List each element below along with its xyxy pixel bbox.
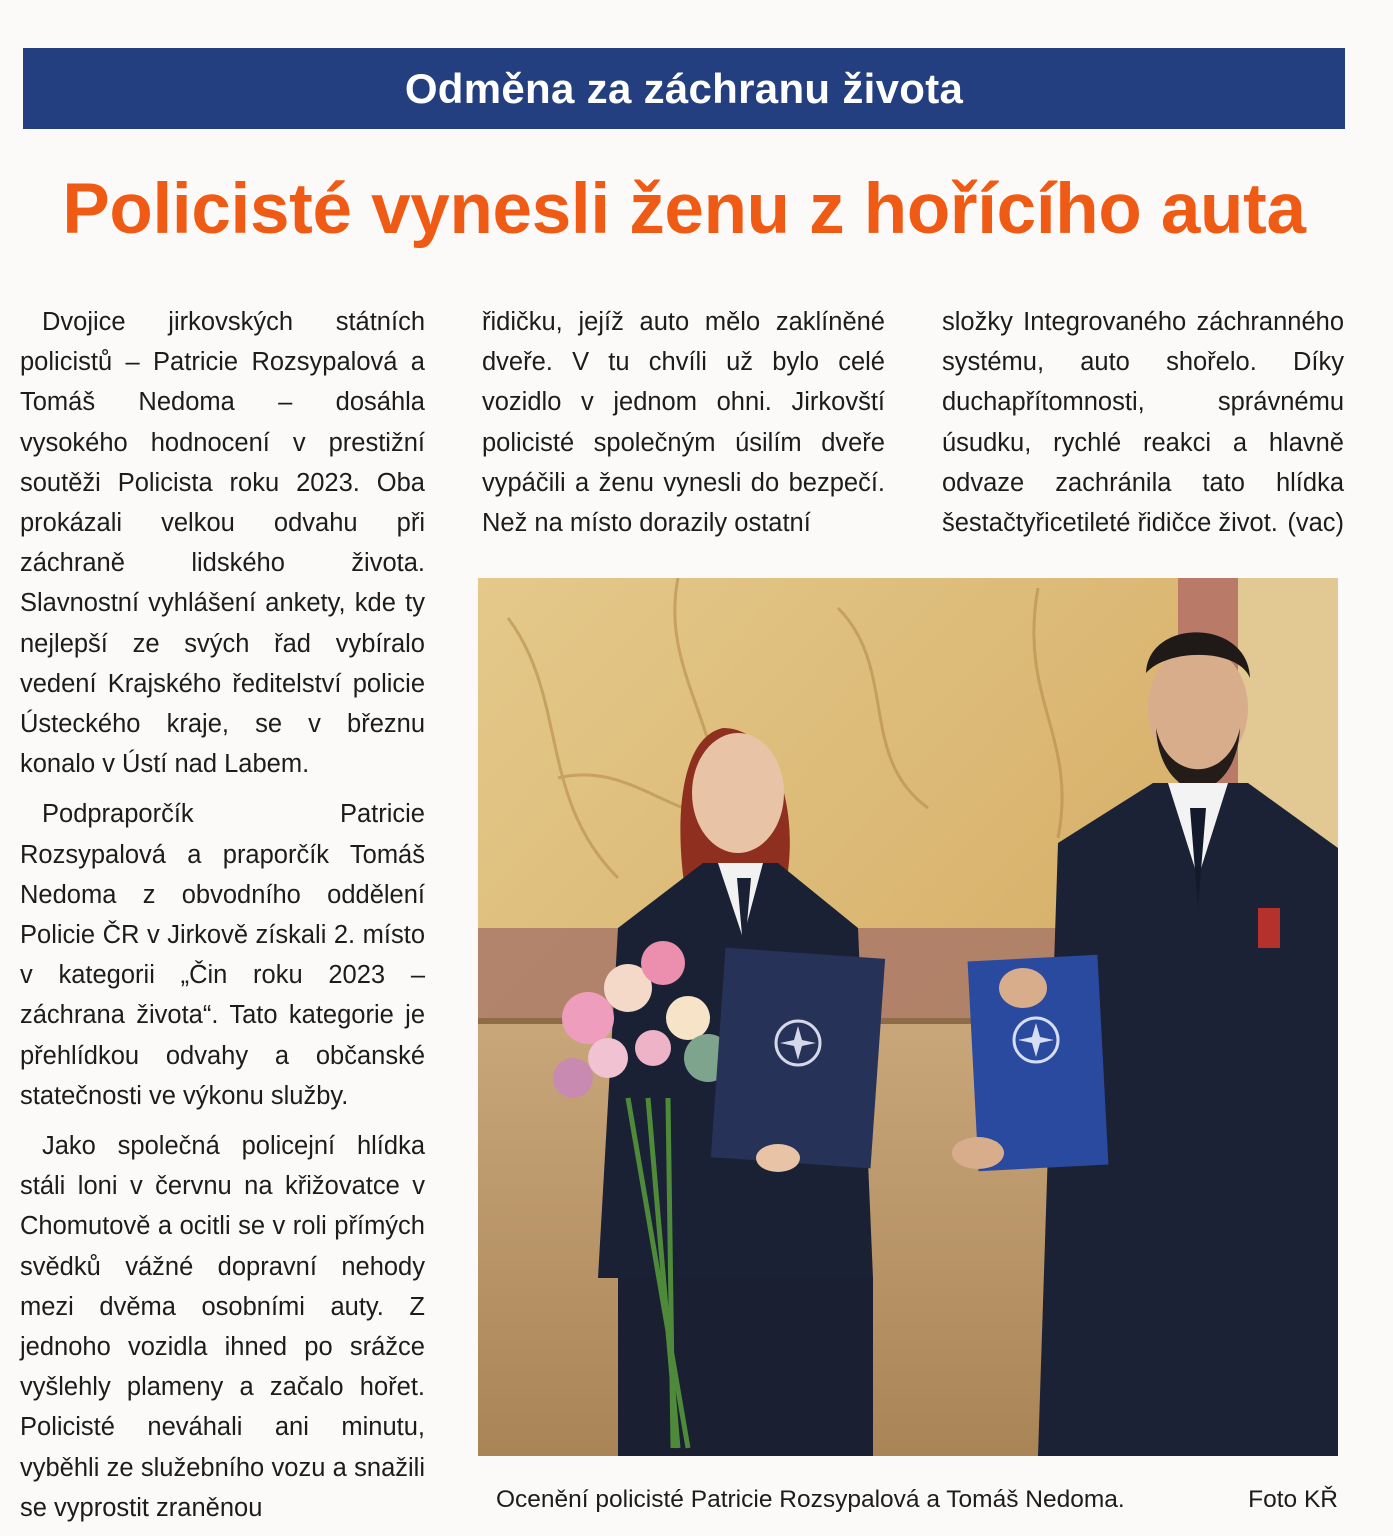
paragraph-3-end: [942, 302, 1344, 543]
article-column-3: [942, 302, 1344, 543]
paragraph-3-end-text: složky Integrovaného záchranného systému, auto shořelo. Díky duchapřítomnosti, správnému úsudku, rychlé reakci a hlavně odvaze zachránila tato hlídka šestačtyřicetileté řidičce život.: [942, 308, 1344, 538]
award-photo: [478, 578, 1338, 1456]
article-column-1: [20, 302, 425, 1528]
certificate-folder-left: [711, 948, 885, 1169]
photo-caption-text: Ocenění policisté Patricie Rozsypalová a Tomáš Nedoma.: [496, 1486, 1125, 1513]
paragraph-3-continued: řidičku, jejíž auto mělo zaklíněné dveře. V tu chvíli už bylo celé vozidlo v jednom ohni. Jirkovští policisté společným úsilím dveře vypáčili a ženu vynesli do bezpečí. Než na místo dorazily ostatní: [482, 308, 885, 538]
author-signature: (vac): [1287, 509, 1344, 538]
article-headline: Policisté vynesli ženu z hořícího auta: [62, 170, 1306, 249]
paragraph-3: Jako společná policejní hlídka stáli loni v červnu na křižovatce v Chomutově a ocitli se v roli přímých svědků vážné dopravní nehody mezi dvěma osobními auty. Z jednoho vozidla ihned po srážce vyšlehly plameny a začalo hořet. Policisté neváhali ani minutu, vyběhli ze služebního vozu a snažili se vyprostit zraněnou: [20, 1132, 425, 1522]
article-column-2: [482, 302, 885, 543]
paragraph-1: Dvojice jirkovských státních policistů – Patricie Rozsypalová a Tomáš Nedoma – dosáhla vysokého hodnocení v prestižní soutěži Policista roku 2023. Oba prokázali velkou odvahu při záchraně lidského života. Slavnostní vyhlášení ankety, kde ty nejlepší ze svých řad vybíralo vedení Krajského ředitelství policie Ústeckého kraje, se v březnu konalo v Ústí nad Labem.: [20, 308, 425, 779]
photo-credit: Foto KŘ: [1248, 1486, 1338, 1513]
photo-caption: [478, 1484, 1338, 1516]
paragraph-2: Podpraporčík Patricie Rozsypalová a praporčík Tomáš Nedoma z obvodního oddělení Policie ČR v Jirkově získali 2. místo v kategorii „Čin roku 2023 – záchrana života“. Tato kategorie je přehlídkou odvahy a občanské statečnosti ve výkonu služby.: [20, 800, 425, 1110]
section-banner: [23, 48, 1345, 129]
award-photo-illustration: [478, 578, 1338, 1456]
section-title: Odměna za záchranu života: [404, 64, 964, 112]
